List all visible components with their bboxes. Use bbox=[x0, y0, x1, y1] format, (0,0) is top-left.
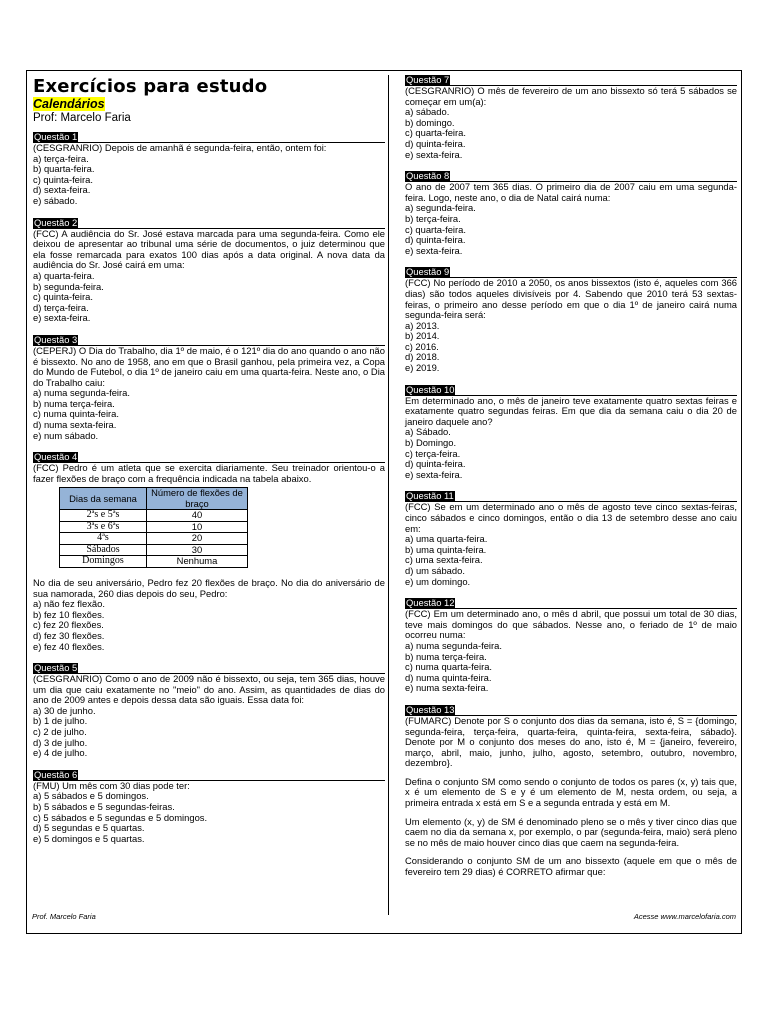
answer-option: a) numa segunda-feira. bbox=[405, 639, 502, 651]
question-paragraph: Considerando o conjunto SM de um ano bissexto (aquele em que o mês de fevereiro tem 29 dias) é CORRETO afirmar que: bbox=[405, 855, 737, 878]
answer-option: e) sexta-feira. bbox=[33, 312, 91, 324]
question-stem: (FUMARC) Denote por S o conjunto dos dias da semana, isto é, S = {domingo, segunda-feira, terça-feira, quarta-feira, quinta-feira, sexta-feira, sábado}. Denote por M o conjunto dos meses do ano, isto é, M = {janeiro, fevereiro, março, abril, maio, junho, julho, agosto, setembro, outubro, novembro, dezembro}. bbox=[405, 714, 737, 769]
table-cell-day: 4ªs bbox=[60, 533, 147, 545]
answer-option: c) uma sexta-feira. bbox=[405, 554, 483, 566]
question-header bbox=[33, 663, 385, 674]
question-stem: (FCC) No período de 2010 a 2050, os anos bissextos (isto é, aqueles com 366 dias) são todos aqueles divisíveis por 4. Sabendo que 2010 terá 53 sextas-feiras, o primeiro ano desse período em que o dia 1º de janeiro cairá numa segunda-feira será: bbox=[405, 277, 737, 321]
answer-option: b) segunda-feira. bbox=[33, 280, 104, 292]
question-label: Questão 3 bbox=[34, 333, 78, 345]
answer-option: e) sexta-feira. bbox=[405, 468, 463, 480]
answer-option: e) 5 domingos e 5 quartas. bbox=[33, 832, 145, 844]
question-block bbox=[33, 132, 385, 207]
question-label: Questão 2 bbox=[34, 216, 78, 228]
page-subtitle: Calendários bbox=[33, 97, 105, 111]
question-header bbox=[405, 385, 737, 396]
question-block bbox=[405, 75, 737, 160]
question-block bbox=[33, 218, 385, 324]
question-stem: (CESGRANRIO) Depois de amanhã é segunda-feira, então, ontem foi: bbox=[33, 142, 327, 153]
table-cell-day: Domingos bbox=[60, 556, 147, 568]
options-list bbox=[33, 599, 385, 652]
answer-option: b) numa terça-feira. bbox=[405, 650, 487, 662]
question-header bbox=[405, 491, 737, 502]
question-block bbox=[33, 770, 385, 845]
table-header-days: Dias da semana bbox=[60, 488, 147, 510]
table-cell-count: Nenhuma bbox=[147, 556, 248, 568]
answer-option: a) terça-feira. bbox=[33, 152, 89, 164]
answer-option: e) num sábado. bbox=[33, 429, 99, 441]
question-header bbox=[33, 335, 385, 346]
answer-option: b) quarta-feira. bbox=[33, 163, 95, 175]
question-block bbox=[405, 491, 737, 587]
answer-option: d) 2018. bbox=[405, 351, 440, 363]
table-cell-count: 40 bbox=[147, 510, 248, 522]
question-stem: (CESGRANRIO) Como o ano de 2009 não é bissexto, ou seja, tem 365 dias, houve um dia que caiu exatamente no "meio" do ano. Assim, as quantidades de dias do ano de 2009 antes e depois dessa data são iguais. Essa data foi: bbox=[33, 673, 385, 706]
answer-option: d) terça-feira. bbox=[33, 301, 89, 313]
question-block bbox=[405, 267, 737, 373]
answer-option: d) quinta-feira. bbox=[405, 137, 466, 149]
question-stem: (FCC) Em um determinado ano, o mês d abril, que possui um total de 30 dias, teve mais domingos do que sábados. Nesse ano, o feriado de 1º de maio ocorreu numa: bbox=[405, 608, 737, 641]
question-block bbox=[405, 171, 737, 256]
question-label: Questão 8 bbox=[406, 170, 450, 182]
answer-option: c) 2 de julho. bbox=[33, 726, 87, 738]
question-label: Questão 10 bbox=[406, 383, 455, 395]
answer-option: a) Sábado. bbox=[405, 426, 451, 438]
answer-option: b) uma quinta-feira. bbox=[405, 543, 487, 555]
question-label: Questão 6 bbox=[34, 768, 78, 780]
question-stem: (FCC) Se em um determinado ano o mês de agosto teve cinco sextas-feiras, cinco sábados e cinco domingos, então o dia 13 de setembro desse ano caiu em: bbox=[405, 501, 737, 534]
question-4 bbox=[33, 452, 385, 652]
question-stem: (FMU) Um mês com 30 dias pode ter: bbox=[33, 779, 190, 791]
answer-option: a) 30 de junho. bbox=[33, 704, 96, 716]
question-list-right bbox=[405, 75, 737, 694]
table-cell-count: 10 bbox=[147, 521, 248, 533]
table-row bbox=[60, 533, 248, 545]
table-cell-count: 30 bbox=[147, 544, 248, 556]
question-13 bbox=[405, 705, 737, 878]
question-stem: (CEPERJ) O Dia do Trabalho, dia 1º de maio, é o 121º dia do ano quando o ano não é bissexto. No ano de 1958, ano em que o Brasil ganhou, pela primeira vez, a Copa do Mundo de Futebol, o dia 1º de janeiro caiu em uma quarta-feira. Neste ano, o Dia do Trabalho caiu: bbox=[33, 344, 385, 388]
right-column bbox=[405, 75, 737, 889]
question-paragraph: Defina o conjunto SM como sendo o conjunto de todos os pares (x, y) tais que, x é um elemento de S e y é um elemento de M, nesta ordem, ou seja, a primeira entrada x está em S e a segunda entrada y está em M. bbox=[405, 775, 737, 809]
left-column bbox=[33, 77, 385, 855]
question-stem: Em determinado ano, o mês de janeiro teve exatamente quatro sextas feiras e exatamente quatro segundas feiras. Em que dia da semana caiu o dia 20 de janeiro daquele ano? bbox=[405, 394, 737, 427]
question-label: Questão 4 bbox=[34, 451, 78, 463]
answer-option: c) 2016. bbox=[405, 340, 439, 352]
footer-author: Prof. Marcelo Faria bbox=[32, 912, 96, 921]
question-block bbox=[33, 663, 385, 759]
footer-website: Acesse www.marcelofaria.com bbox=[633, 912, 736, 921]
table-cell-day: Sábados bbox=[60, 544, 147, 556]
answer-option: a) uma quarta-feira. bbox=[405, 533, 488, 545]
table-row bbox=[60, 544, 248, 556]
answer-option: d) numa sexta-feira. bbox=[33, 419, 117, 431]
answer-option: a) segunda-feira. bbox=[405, 202, 476, 214]
answer-option: a) sábado. bbox=[405, 106, 450, 118]
question-label: Questão 12 bbox=[406, 597, 455, 609]
answer-option: a) 5 sábados e 5 domingos. bbox=[33, 790, 149, 802]
answer-option: d) quinta-feira. bbox=[405, 234, 466, 246]
question-header bbox=[405, 267, 737, 278]
answer-option: a) quarta-feira. bbox=[33, 269, 95, 281]
answer-option: d) 3 de julho. bbox=[33, 736, 88, 748]
page-title: Exercícios para estudo bbox=[33, 76, 268, 97]
column-divider bbox=[388, 75, 389, 915]
answer-option: c) quinta-feira. bbox=[33, 173, 93, 185]
answer-option: b) numa terça-feira. bbox=[33, 397, 115, 409]
answer-option: e) sexta-feira. bbox=[405, 148, 463, 160]
answer-option: c) quinta-feira. bbox=[33, 291, 93, 303]
answer-option: b) terça-feira. bbox=[405, 212, 461, 224]
answer-option: d) 5 segundas e 5 quartas. bbox=[33, 822, 145, 834]
answer-option: e) 2019. bbox=[405, 362, 440, 374]
table-cell-day: 3ªs e 6ªs bbox=[60, 521, 147, 533]
answer-option: b) Domingo. bbox=[405, 437, 457, 449]
question-stem: O ano de 2007 tem 365 dias. O primeiro dia de 2007 caiu em uma segunda-feira. Logo, neste ano, o dia de Natal cairá numa: bbox=[405, 181, 737, 203]
question-header bbox=[405, 75, 737, 86]
question-label: Questão 1 bbox=[34, 131, 78, 142]
question-block bbox=[405, 385, 737, 481]
answer-option: b) 5 sábados e 5 segundas-feiras. bbox=[33, 801, 175, 813]
answer-option: b) 2014. bbox=[405, 330, 440, 342]
page-frame bbox=[26, 70, 742, 934]
question-list-left-bottom bbox=[33, 663, 385, 844]
answer-option: e) fez 40 flexões. bbox=[33, 640, 105, 652]
author: Prof: Marcelo Faria bbox=[33, 112, 131, 124]
question-label: Questão 7 bbox=[406, 74, 450, 85]
answer-option: e) um domingo. bbox=[405, 575, 471, 587]
answer-option: c) terça-feira. bbox=[405, 447, 461, 459]
answer-option: c) quarta-feira. bbox=[405, 127, 466, 139]
table-row bbox=[60, 556, 248, 568]
question-header bbox=[405, 598, 737, 609]
answer-option: d) um sábado. bbox=[405, 564, 465, 576]
answer-option: e) sábado. bbox=[33, 194, 78, 206]
question-label: Questão 9 bbox=[406, 266, 450, 278]
answer-option: b) 1 de julho. bbox=[33, 715, 88, 727]
answer-option: c) 5 sábados e 5 segundas e 5 domingos. bbox=[33, 811, 208, 823]
answer-option: e) numa sexta-feira. bbox=[405, 682, 489, 694]
answer-option: c) fez 20 flexões. bbox=[33, 619, 104, 631]
answer-option: c) quarta-feira. bbox=[405, 223, 466, 235]
question-header bbox=[33, 452, 385, 463]
frequency-table bbox=[59, 487, 248, 568]
answer-option: a) não fez flexão. bbox=[33, 598, 105, 610]
table-header-count: Número de flexões de braço bbox=[147, 488, 248, 510]
answer-option: b) domingo. bbox=[405, 116, 455, 128]
answer-option: c) numa quinta-feira. bbox=[33, 408, 119, 420]
question-header bbox=[33, 132, 385, 143]
question-header bbox=[33, 770, 385, 781]
question-label: Questão 13 bbox=[406, 703, 455, 715]
question-label: Questão 5 bbox=[34, 662, 78, 674]
question-stem: (FCC) Pedro é um atleta que se exercita diariamente. Seu treinador orientou-o a fazer flexões de braço com a frequência indicada na tabela abaixo. bbox=[33, 462, 385, 484]
question-list-left-top bbox=[33, 132, 385, 441]
table-row bbox=[60, 521, 248, 533]
answer-option: d) numa quinta-feira. bbox=[405, 671, 492, 683]
question-paragraph: Um elemento (x, y) de SM é denominado pleno se o mês y tiver cinco dias que caem no dia da semana x, por exemplo, o par (segunda-feira, maio) será pleno se no mês de maio houver cinco dias que caem na segunda-feira. bbox=[405, 815, 737, 848]
question-header bbox=[33, 218, 385, 229]
question-stem: (FCC) A audiência do Sr. José estava marcada para uma segunda-feira. Como ele deixou de apresentar ao tribunal uma série de documentos, o juiz determinou que ela fosse remarcada para exatos 100 dias após a data original. A nova data da audiência do Sr. José cairá em uma: bbox=[33, 227, 385, 271]
table-cell-count: 20 bbox=[147, 533, 248, 545]
answer-option: c) numa quarta-feira. bbox=[405, 661, 493, 673]
answer-option: a) 2013. bbox=[405, 319, 440, 331]
question-block bbox=[405, 598, 737, 694]
answer-option: e) sexta-feira. bbox=[405, 244, 463, 256]
question-block bbox=[33, 335, 385, 441]
question-label: Questão 11 bbox=[406, 490, 454, 502]
question-followup: No dia de seu aniversário, Pedro fez 20 flexões de braço. No dia do aniversário de sua namorada, 260 dias depois do seu, Pedro: bbox=[33, 576, 385, 599]
answer-option: a) numa segunda-feira. bbox=[33, 387, 130, 399]
answer-option: d) sexta-feira. bbox=[33, 184, 91, 196]
answer-option: d) fez 30 flexões. bbox=[33, 629, 105, 641]
answer-option: b) fez 10 flexões. bbox=[33, 608, 105, 620]
question-stem: (CESGRANRIO) O mês de fevereiro de um ano bissexto só terá 5 sábados se começar em um(a): bbox=[405, 85, 737, 107]
answer-option: d) quinta-feira. bbox=[405, 458, 466, 470]
table-row bbox=[60, 510, 248, 522]
question-header bbox=[405, 705, 737, 716]
table-cell-day: 2ªs e 5ªs bbox=[60, 510, 147, 522]
question-header bbox=[405, 171, 737, 182]
answer-option: e) 4 de julho. bbox=[33, 747, 88, 759]
